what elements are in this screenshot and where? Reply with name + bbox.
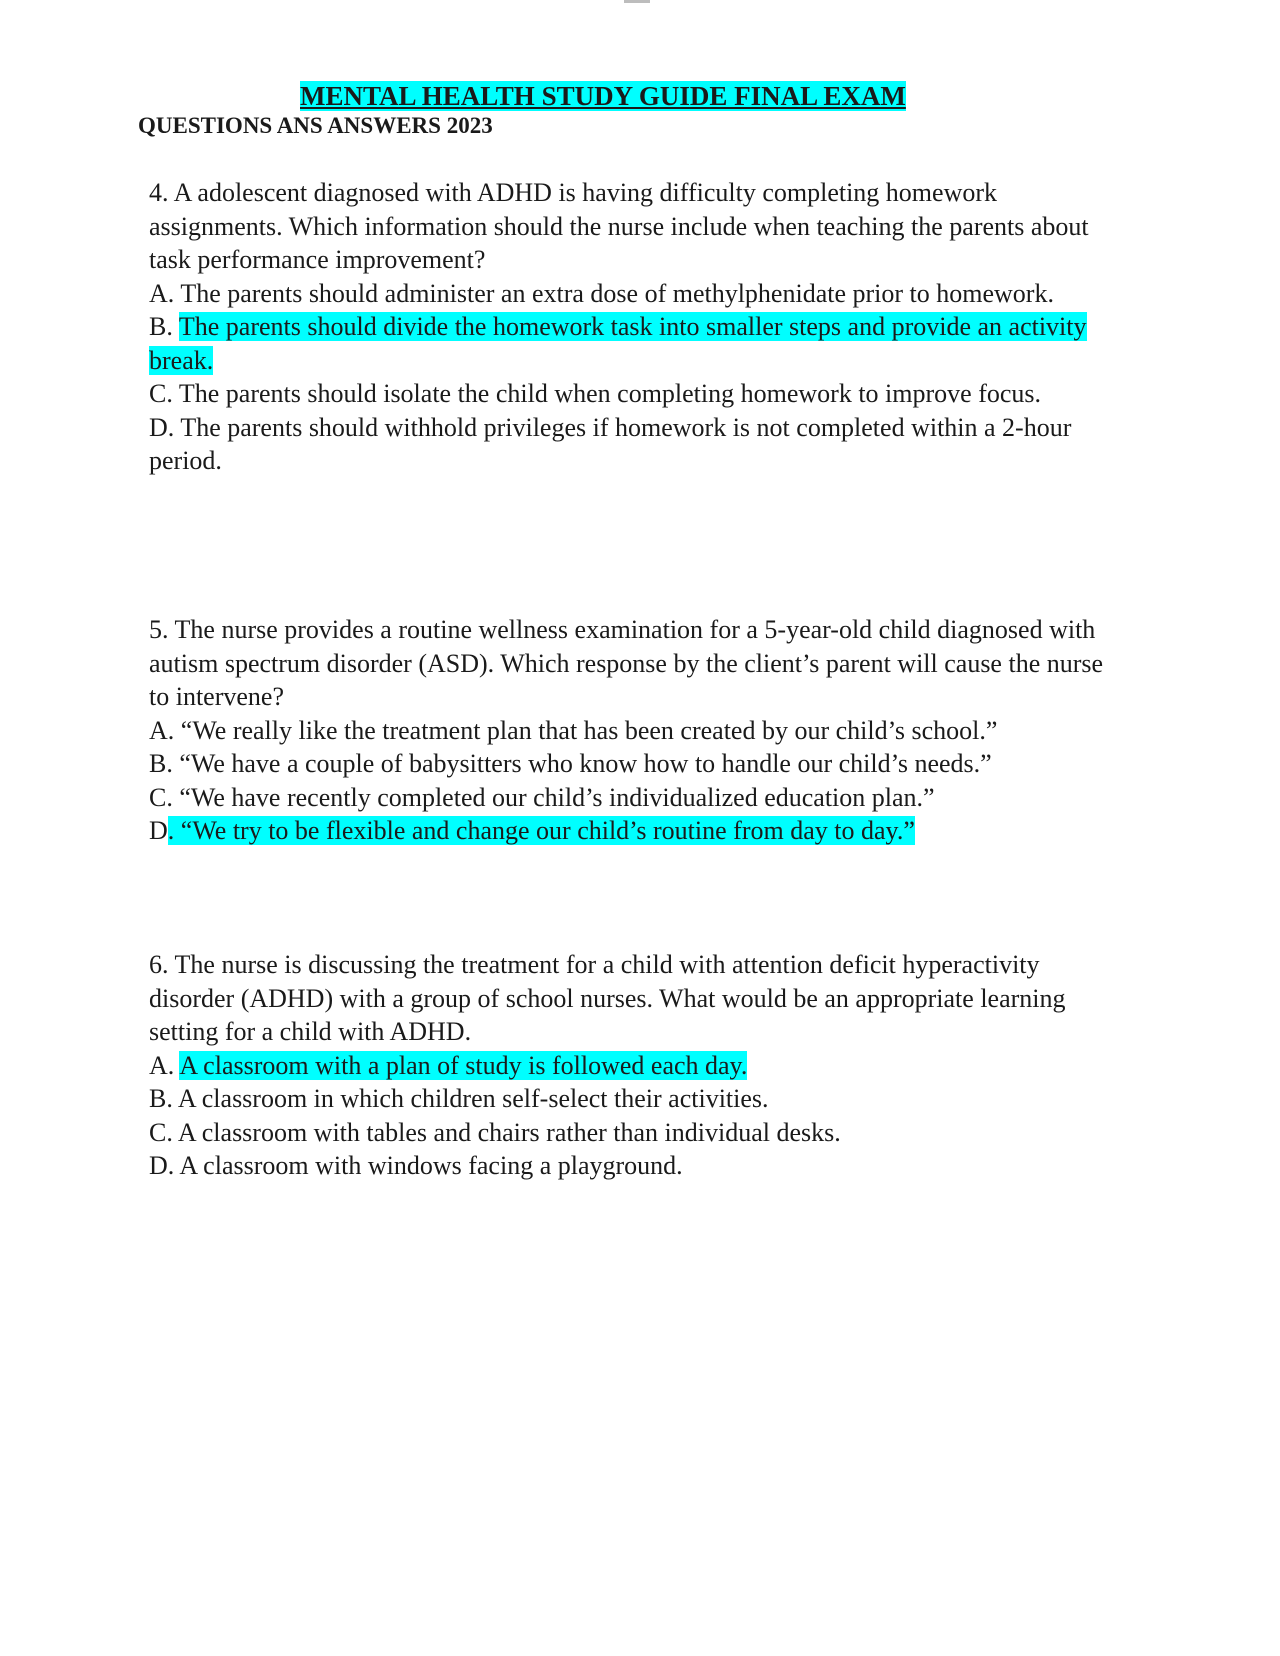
- option-a-correct: [149, 1049, 1119, 1083]
- option-letter: C.: [149, 782, 180, 812]
- option-text: The parents should isolate the child when completing homework to improve focus.: [178, 379, 1042, 408]
- question-5: [149, 613, 1119, 848]
- option-text-highlighted: A classroom with a plan of study is followed each day.: [179, 1050, 748, 1080]
- header-mark: [624, 0, 650, 3]
- option-letter: C.: [149, 1117, 178, 1147]
- option-d-correct: [149, 814, 1119, 848]
- option-letter: D.: [149, 1151, 180, 1180]
- option-c: [149, 377, 1119, 411]
- option-letter: A.: [149, 1050, 180, 1080]
- option-b: [149, 1082, 1119, 1116]
- option-d: [149, 1149, 1119, 1183]
- question-6: [149, 948, 1119, 1183]
- option-text: The parents should administer an extra dose of methylphenidate prior to homework.: [180, 278, 1054, 308]
- option-text: “We have a couple of babysitters who know how to handle our child’s needs.”: [179, 749, 992, 778]
- option-a: [149, 277, 1119, 311]
- option-c: [149, 781, 1119, 815]
- option-letter: B.: [149, 312, 179, 341]
- option-b: [149, 747, 1119, 781]
- option-text: A classroom with windows facing a playground.: [179, 1151, 683, 1180]
- option-letter: B.: [149, 749, 180, 778]
- question-4: [149, 176, 1119, 478]
- option-d: [149, 411, 1119, 478]
- option-text: “We have recently completed our child’s individualized education plan.”: [179, 782, 935, 812]
- option-text: A classroom in which children self-select their activities.: [177, 1084, 769, 1113]
- option-text-highlighted: The parents should divide the homework task into smaller steps and provide an activity break.: [149, 312, 1087, 375]
- option-text: A classroom with tables and chairs rather than individual desks.: [177, 1117, 841, 1147]
- option-text: “We really like the treatment plan that has been created by our child’s school.”: [180, 715, 998, 745]
- option-letter: D: [149, 816, 168, 845]
- option-letter: B.: [149, 1084, 178, 1113]
- question-stem: 4. A adolescent diagnosed with ADHD is having difficulty completing homework assignments. Which information should the nurse include when teaching the parents about task performance improvement?: [149, 178, 1089, 274]
- option-letter: A.: [149, 715, 181, 745]
- option-a: [149, 714, 1119, 748]
- option-b-correct: [149, 310, 1119, 377]
- option-text-highlighted: . “We try to be flexible and change our child’s routine from day to day.”: [167, 816, 915, 845]
- option-c: [149, 1116, 1119, 1150]
- question-stem: 6. The nurse is discussing the treatment for a child with attention deficit hyperactivity disorder (ADHD) with a group of school nurses. What would be an appropriate learning setting for a child with ADHD.: [149, 950, 1066, 1046]
- option-letter: D.: [149, 412, 181, 442]
- option-letter: C.: [149, 379, 179, 408]
- document-subtitle: QUESTIONS ANS ANSWERS 2023: [138, 113, 493, 138]
- document-title: [300, 80, 960, 112]
- document-title-text: MENTAL HEALTH STUDY GUIDE FINAL EXAM: [300, 81, 906, 111]
- question-stem: 5. The nurse provides a routine wellness examination for a 5-year-old child diagnosed with autism spectrum disorder (ASD). Which response by the client’s parent will cause the nurse to intervene?: [149, 615, 1104, 711]
- option-letter: A.: [149, 278, 181, 308]
- option-text: The parents should withhold privileges if homework is not completed within a 2-hour period.: [149, 412, 1072, 475]
